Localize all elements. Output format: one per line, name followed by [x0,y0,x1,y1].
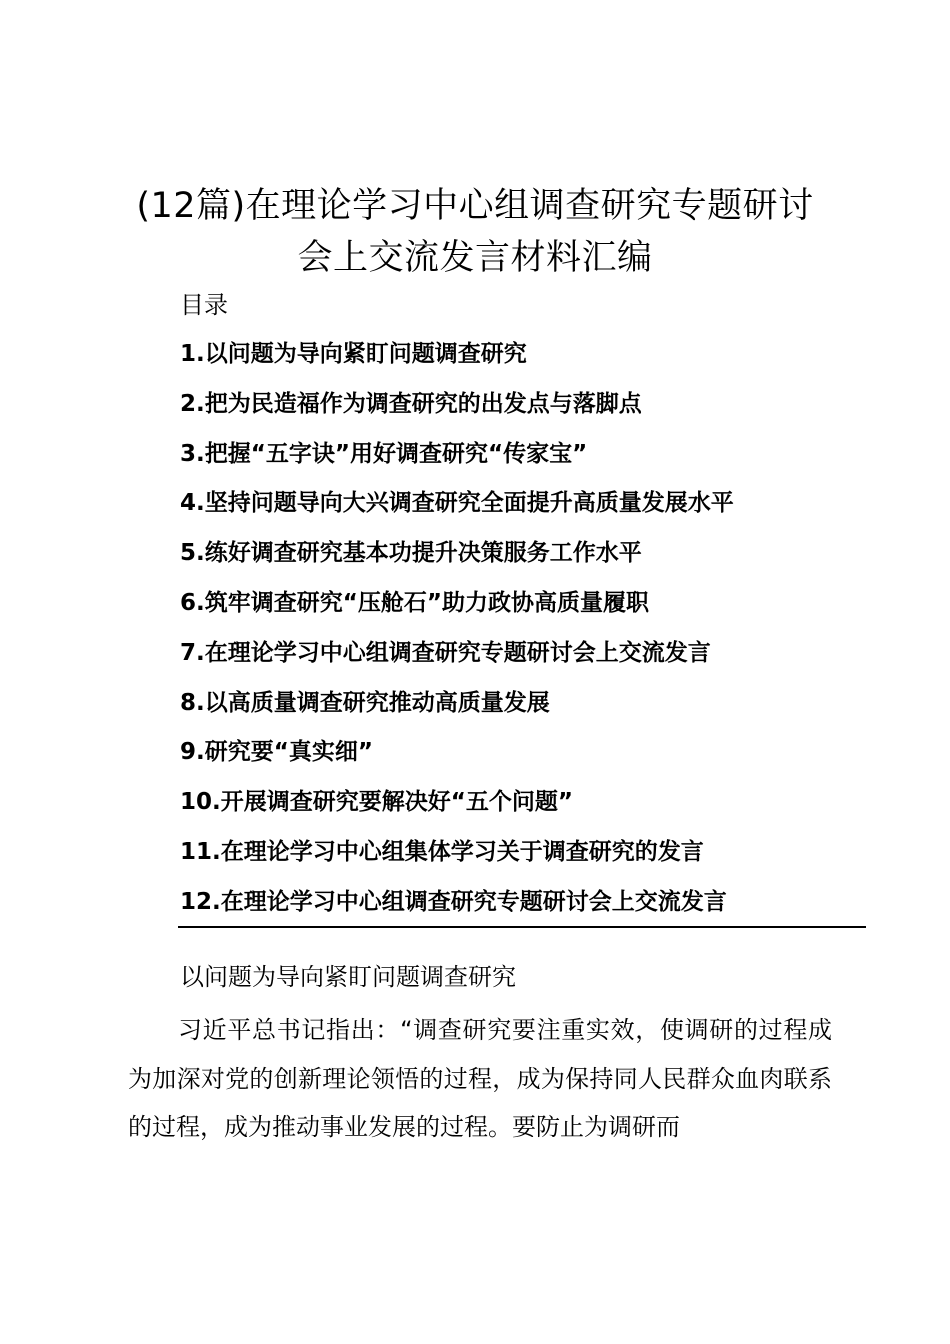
toc-item-1: 1.以问题为导向紧盯问题调查研究 [180,341,527,367]
toc-item-6: 6.筑牢调查研究“压舱石”助力政协高质量履职 [180,589,649,616]
toc-divider [178,926,866,928]
toc-item-9: 9.研究要“真实细” [180,739,373,766]
toc-item-3: 3.把握“五字诀”用好调查研究“传家宝” [180,440,588,467]
toc-item-10: 10.开展调查研究要解决好“五个问题” [180,789,573,816]
toc-item-8: 8.以高质量调查研究推动高质量发展 [180,689,550,716]
toc-heading: 目录 [180,291,228,319]
body-paragraph: 习近平总书记指出：“调查研究要注重实效，使调研的过程成为加深对党的创新理论领悟的过程，成为保持同人民群众血肉联系的过程，成为推动事业发展的过程。要防止为调研而 [128,1016,832,1141]
document-title-line-1: (12篇)在理论学习中心组调查研究专题研讨 [136,186,814,226]
toc-item-2: 2.把为民造福作为调查研究的出发点与落脚点 [180,390,642,417]
table-of-contents [180,336,734,934]
toc-item-7: 7.在理论学习中心组调查研究专题研讨会上交流发言 [180,639,711,666]
section-title: 以问题为导向紧盯问题调查研究 [180,963,516,991]
toc-item-4: 4.坚持问题导向大兴调查研究全面提升高质量发展水平 [180,490,734,517]
document-title-line-2: 会上交流发言材料汇编 [297,238,653,278]
toc-item-5: 5.练好调查研究基本功提升决策服务工作水平 [180,540,642,567]
toc-item-12: 12.在理论学习中心组调查研究专题研讨会上交流发言 [180,888,727,915]
toc-item-11: 11.在理论学习中心组集体学习关于调查研究的发言 [180,838,704,865]
